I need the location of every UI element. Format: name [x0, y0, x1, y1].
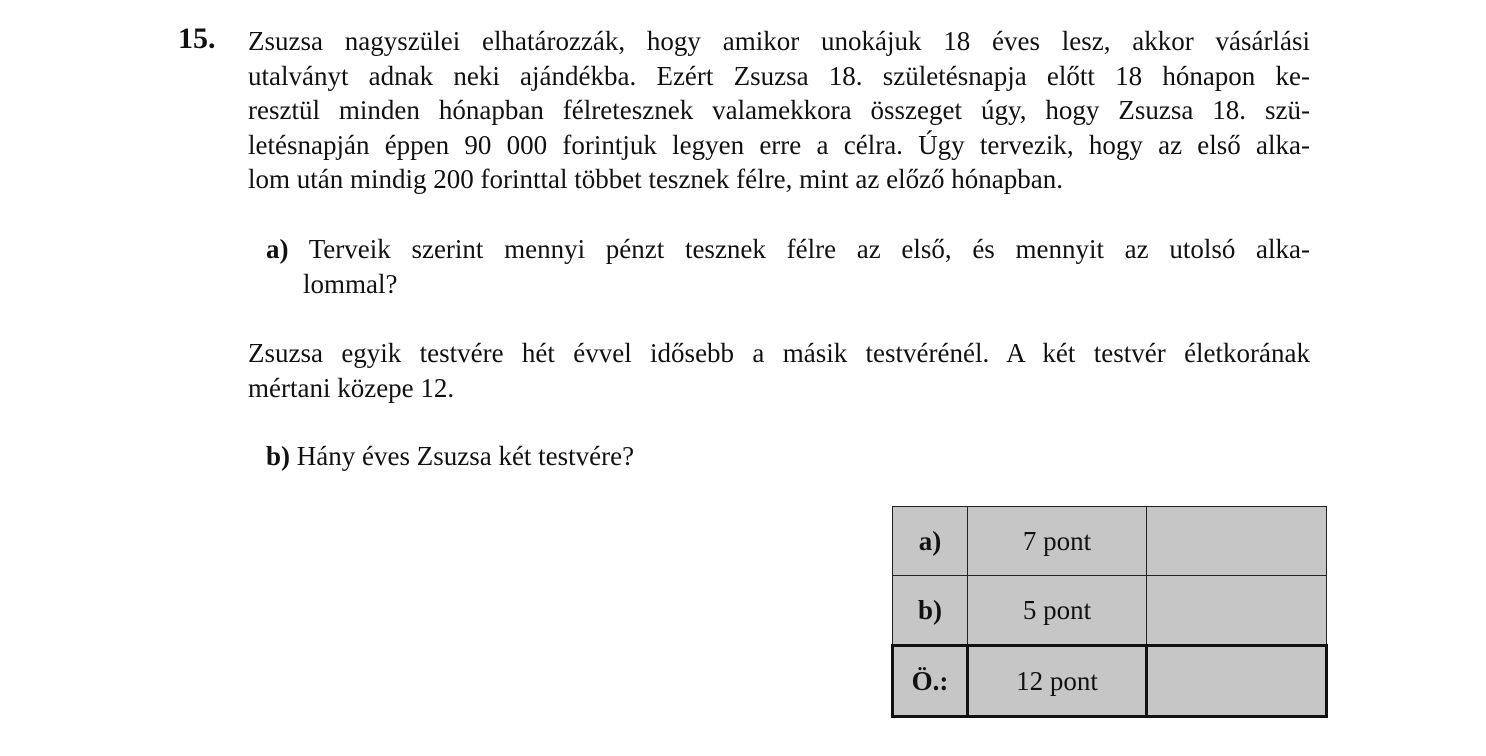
middle-line: mértani közepe 12. [248, 372, 455, 403]
score-row-a [893, 507, 1327, 576]
intro-line: utalványt adnak neki ajándékba. Ezért Zsuzsa 18. születésnapja előtt 18 hónapon ke- [248, 60, 1310, 91]
score-total-field[interactable] [1147, 646, 1327, 717]
score-part-label: a) [893, 507, 968, 576]
question-a [266, 232, 1310, 301]
score-part-label: b) [893, 576, 968, 646]
question-b-line [266, 439, 1266, 474]
question-a-continuation: lommal? [303, 268, 398, 299]
question-a-label: a) [266, 234, 289, 264]
score-row-total [893, 646, 1327, 717]
question-a-line [266, 232, 1310, 267]
siblings-paragraph [248, 336, 1310, 405]
intro-line: lom után mindig 200 forinttal többet tesznek félre, mint az előző hónapban. [248, 164, 1064, 194]
question-a-text: Terveik szerint mennyi pénzt tesznek félre az első, és mennyit az utolsó alka- [288, 234, 1310, 264]
problem-intro [248, 24, 1310, 197]
problem-number: 15. [178, 22, 216, 55]
intro-line: Zsuzsa nagyszülei elhatározzák, hogy amikor unokájuk 18 éves lesz, akkor vásárlási [248, 26, 1310, 56]
intro-line: letésnapján éppen 90 000 forintjuk legyen erre a célra. Úgy tervezik, hogy az első alka- [248, 129, 1310, 160]
score-table [891, 506, 1328, 718]
question-b-label: b) [266, 441, 291, 471]
score-max-points: 5 pont [968, 576, 1147, 646]
score-earned-field[interactable] [1147, 507, 1327, 576]
intro-line: resztül minden hónapban félretesznek valamekkora összeget úgy, hogy Zsuzsa 18. szü- [248, 95, 1310, 125]
score-row-b [893, 576, 1327, 646]
score-total-points: 12 pont [968, 646, 1147, 717]
score-max-points: 7 pont [968, 507, 1147, 576]
score-earned-field[interactable] [1147, 576, 1327, 646]
score-total-label: Ö.: [893, 646, 968, 717]
middle-line: Zsuzsa egyik testvére hét évvel idősebb a másik testvérénél. A két testvér életkorának [248, 338, 1310, 368]
question-b-text: Hány éves Zsuzsa két testvére? [290, 441, 635, 471]
question-b [266, 439, 1266, 474]
